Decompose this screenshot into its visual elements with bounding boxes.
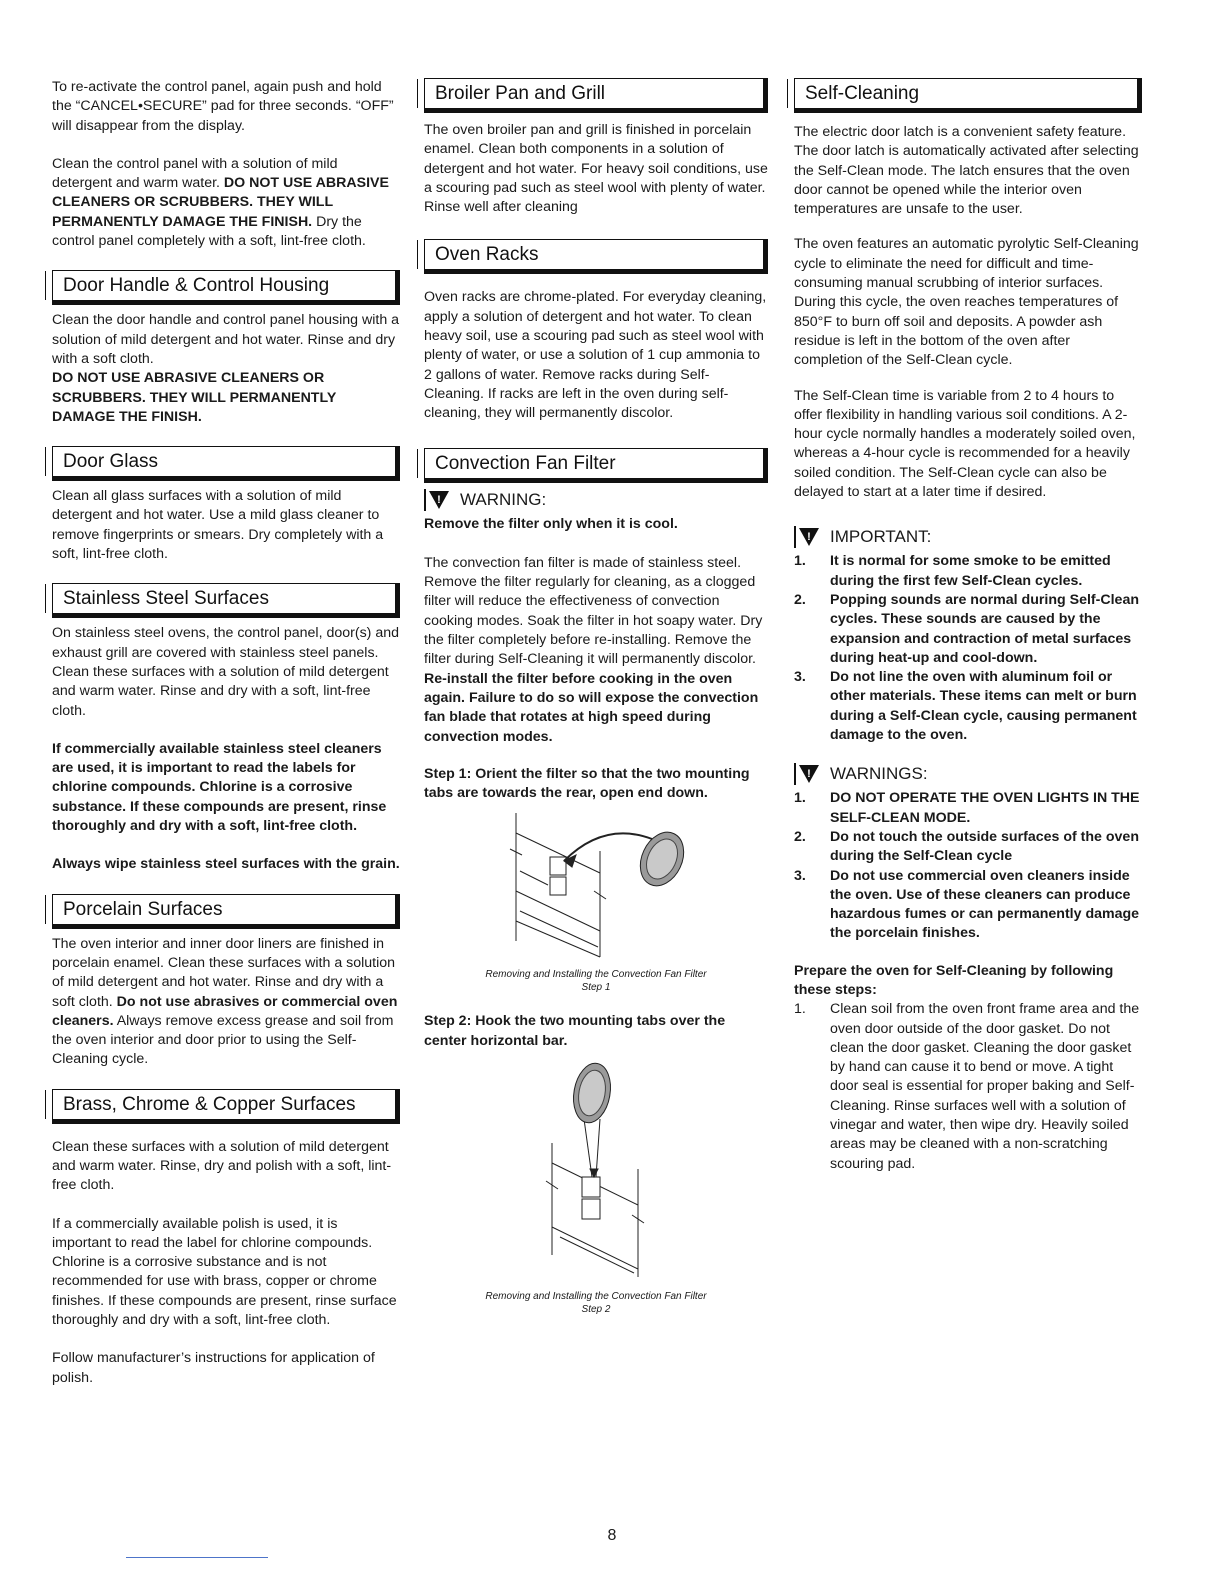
broiler-paragraph: The oven broiler pan and grill is finished in porcelain enamel. Clean both components in a solution of detergent and hot water. For heavy soil conditions, use a scouring pad such as steel wool with plenty of water. Rinse well after cleaning xyxy=(424,122,768,216)
door-handle-heading: Door Handle & Control Housing xyxy=(52,270,400,305)
brass-paragraph-1: Clean these surfaces with a solution of mild detergent and warm water. Rinse, dry and polish with a soft, lint-free cloth. xyxy=(52,1138,392,1194)
svg-text:!: ! xyxy=(437,493,441,506)
warning-heading: ! WARNING: xyxy=(424,489,768,511)
filter-step-1-illustration xyxy=(424,811,768,964)
porcelain-heading: Porcelain Surfaces xyxy=(52,894,400,929)
page-number: 8 xyxy=(607,1527,617,1544)
door-handle-paragraph: Clean the door handle and control panel housing with a solution of mild detergent and hot water. Rinse and dry with a soft cloth. xyxy=(52,312,400,367)
important-icon xyxy=(794,526,824,548)
brass-paragraph-3: Follow manufacturer’s instructions for application of polish. xyxy=(52,1350,375,1386)
warnings-icon xyxy=(794,763,824,785)
step-1-text: Step 1: Orient the filter so that the two mounting tabs are towards the rear, open end down. xyxy=(424,765,750,802)
intro-paragraph: To re-activate the control panel, again push and hold the “CANCEL•SECURE” pad for three seconds. “OFF” will disappear from the display. xyxy=(52,79,394,134)
racks-heading: Oven Racks xyxy=(424,239,768,274)
warning-icon xyxy=(424,489,454,511)
list-item: 1. DO NOT OPERATE THE OVEN LIGHTS IN THE SELF-CLEAN MODE. xyxy=(794,790,1140,826)
warnings-heading: ! WARNINGS: xyxy=(794,763,1142,785)
brass-paragraph-2: If a commercially available polish is used, it is important to read the label for chlorine compounds. Chlorine is a corrosive substance and is not recommended for use with brass, copper or chrome finishes. If these compounds are present, rinse surface thoroughly and dry with a soft, lint-free cloth. xyxy=(52,1215,397,1329)
svg-text:!: ! xyxy=(807,768,811,781)
self-cleaning-paragraph-3: The Self-Clean time is variable from 2 to 4 hours to offer flexibility in handling various soil conditions. A 2-hour cycle normally handles a moderately soiled oven, whereas a 4-hour cycle is recommended for a heavily soiled condition. The Self-Clean cycle can also be delayed to start at a later time if desired. xyxy=(794,387,1136,501)
warnings-list xyxy=(794,789,1142,943)
filter-paragraph: The convection fan filter is made of stainless steel. Remove the filter regularly for cleaning, as a clogged filter will reduce the effectiveness of convection cooking modes. Soak the filter in hot soapy water. Dry the filter completely before re-installing. Remove the filter during Self-Cleaning it will permanently discolor. Re-install the filter before cooking in the oven again. Failure to do so will expose the convection fan blade that rotates at high speed during convection modes. xyxy=(424,554,763,745)
list-item: 1. Clean soil from the oven front frame area and the oven door outside of the door gasket. Do not clean the door gasket. Cleaning the door gasket by hand can cause it to bend or move. A tight door seal is essential for proper baking and Self-Cleaning. Rinse surfaces well with a solution of vinegar and water, then wipe dry. Heavily soiled areas may be cleaned with a non-scratching scouring pad. xyxy=(794,1001,1140,1172)
broiler-heading: Broiler Pan and Grill xyxy=(424,78,768,113)
brass-heading: Brass, Chrome & Copper Surfaces xyxy=(52,1089,400,1124)
filter-heading: Convection Fan Filter xyxy=(424,448,768,483)
list-item: 1. It is normal for some smoke to be emitted during the first few Self-Clean cycles. xyxy=(794,553,1111,589)
porcelain-paragraph: The oven interior and inner door liners are finished in porcelain enamel. Clean these surfaces with a solution of mild detergent and hot water. Rinse and dry with a soft cloth. Do not use abrasives or commercial oven cleaners. Always remove excess grease and soil from the oven interior and door prior to using the Self-Cleaning cycle. xyxy=(52,935,398,1068)
control-panel-cleaning-paragraph: Clean the control panel with a solution of mild detergent and warm water. DO NOT USE ABRASIVE CLEANERS OR SCRUBBERS. THEY WILL PERMANENTLY DAMAGE THE FINISH. Dry the control panel completely with a soft, lint-free cloth. xyxy=(52,155,389,250)
column-3 xyxy=(794,78,1142,1188)
list-item: 2. Popping sounds are normal during Self-Clean cycles. These sounds are caused by the expansion and contraction of metal surfaces during heat-up and cool-down. xyxy=(794,591,1140,666)
step-2-text: Step 2: Hook the two mounting tabs over the center horizontal bar. xyxy=(424,1013,726,1049)
door-glass-paragraph: Clean all glass surfaces with a solution of mild detergent and hot water. Use a mild glass cleaner to remove fingerprints or smears. Dry completely with a soft, lint-free cloth. xyxy=(52,488,384,563)
caption-step-2: Removing and Installing the Convection Fan Filter Step 2 xyxy=(485,1291,707,1316)
list-item: 2. Do not touch the outside surfaces of the oven during the Self-Clean cycle xyxy=(794,828,1139,865)
stainless-paragraph-2: If commercially available stainless steel cleaners are used, it is important to read the labels for chlorine compounds. Chlorine is a corrosive substance. If these compounds are present, rinse thoroughly and dry with a soft, lint-free cloth. xyxy=(52,740,387,835)
stainless-heading: Stainless Steel Surfaces xyxy=(52,583,400,618)
self-cleaning-paragraph-2: The oven features an automatic pyrolytic Self-Cleaning cycle to eliminate the need for difficult and time-consuming manual scrubbing of interior surfaces. During this cycle, the oven reaches temperatures of 850°F to burn off soil and deposits. A powder ash residue is left in the bottom of the oven after completion of the Self-Clean cycle. xyxy=(794,236,1139,369)
column-1 xyxy=(52,78,400,1407)
list-item: 3. Do not use commercial oven cleaners inside the oven. Use of these cleaners can produce hazardous fumes or can permanently damage the porcelain finishes. xyxy=(794,867,1140,942)
racks-paragraph: Oven racks are chrome-plated. For everyday cleaning, apply a solution of detergent and hot water. To clean heavy soil, use a scouring pad such as steel wool with plenty of water, or use a solution of 1 cup ammonia to 2 gallons of water. Remove racks during Self-Cleaning. If racks are left in the oven during self-cleaning, they will permanently discolor. xyxy=(424,289,767,422)
filter-step-2-illustration xyxy=(424,1059,768,1286)
stainless-paragraph-1: On stainless steel ovens, the control panel, door(s) and exhaust grill are covered with stainless steel panels. Clean these surfaces with a solution of mild detergent and warm water. Rinse and dry with a soft, lint-free cloth. xyxy=(52,625,399,719)
door-handle-warning: DO NOT USE ABRASIVE CLEANERS OR SCRUBBERS. THEY WILL PERMANENTLY DAMAGE THE FINISH. xyxy=(52,370,337,425)
stainless-paragraph-3: Always wipe stainless steel surfaces with the grain. xyxy=(52,856,400,873)
prepare-heading: Prepare the oven for Self-Cleaning by following these steps: xyxy=(794,962,1114,998)
column-2 xyxy=(424,78,768,1334)
prepare-list xyxy=(794,1000,1142,1174)
list-item: 3. Do not line the oven with aluminum foil or other materials. These items can melt or burn during a Self-Clean cycle, causing permanent damage to the oven. xyxy=(794,669,1137,744)
footer-rule xyxy=(126,1557,268,1558)
self-cleaning-paragraph-1: The electric door latch is a convenient safety feature. The door latch is automatically activated after selecting the Self-Clean mode. The latch ensures that the oven door cannot be opened while the interior oven temperatures are unsafe to the user. xyxy=(794,124,1139,218)
caption-step-1: Removing and Installing the Convection Fan Filter Step 1 xyxy=(485,969,707,994)
warning-text: Remove the filter only when it is cool. xyxy=(424,515,678,532)
important-list xyxy=(794,552,1142,745)
important-heading: ! IMPORTANT: xyxy=(794,526,1142,548)
svg-text:!: ! xyxy=(807,531,811,544)
self-cleaning-heading: Self-Cleaning xyxy=(794,78,1142,113)
door-glass-heading: Door Glass xyxy=(52,446,400,481)
